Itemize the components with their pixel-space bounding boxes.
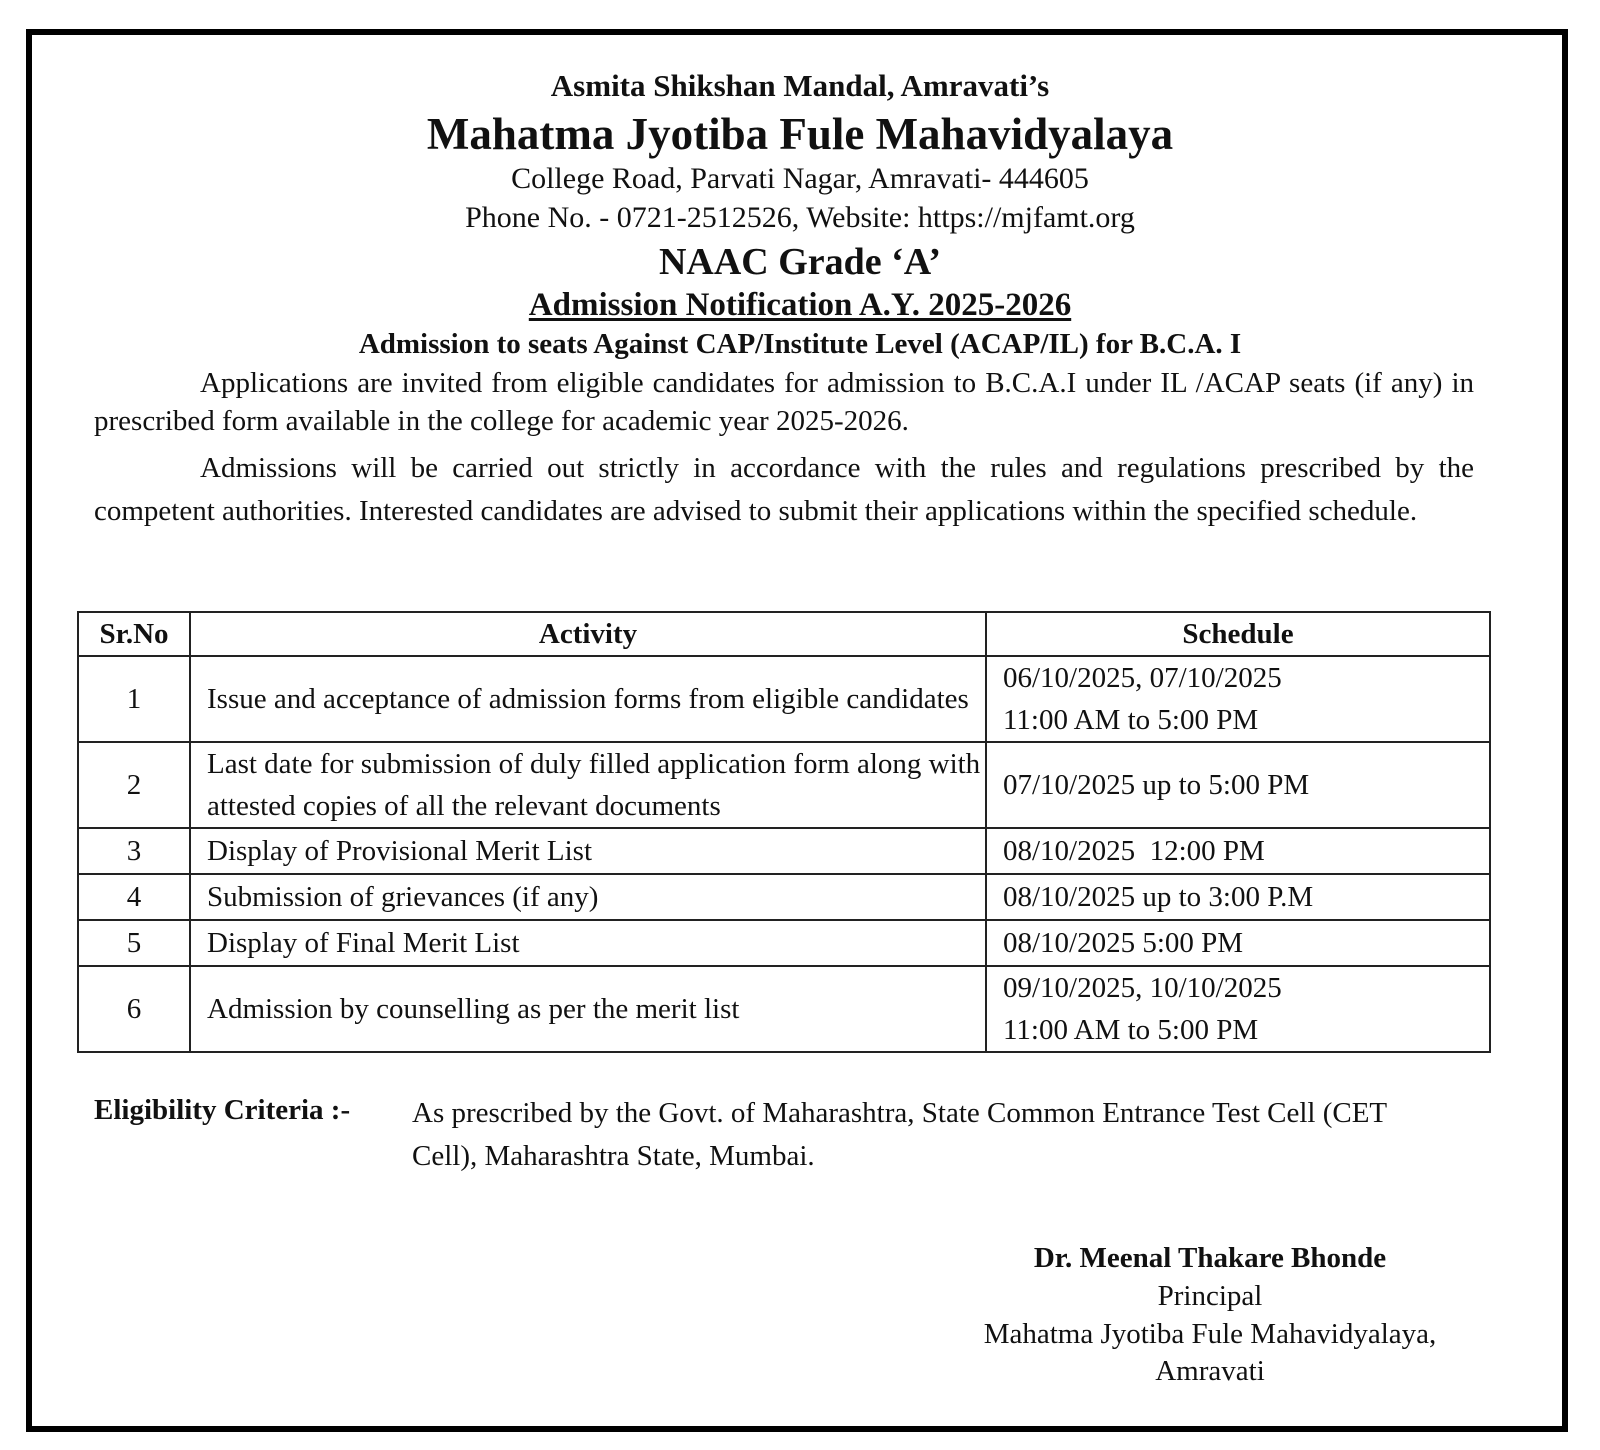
notification-title: [0, 287, 1600, 324]
rules-paragraph: Admissions will be carried out strictly in accordance with the rules and regulations prescribed by the competent authorities. Interested candidates are advised to submit their applications within the specified schedule.: [94, 452, 1474, 527]
notification-subheading: Admission to seats Against CAP/Institute Level (ACAP/IL) for B.C.A. I: [358, 328, 1242, 360]
row-activity: Admission by counselling as per the merit list: [190, 966, 986, 1052]
row-activity: Submission of grievances (if any): [190, 874, 986, 920]
row-sr-no: 5: [78, 920, 190, 966]
row-schedule: 08/10/2025 12:00 PM: [986, 828, 1490, 874]
schedule-table: [77, 611, 1491, 1053]
schedule-dates: 09/10/2025, 10/10/2025: [1003, 972, 1282, 1004]
eligibility-text: As prescribed by the Govt. of Maharashtra, State Common Entrance Test Cell (CET Cell), Maharashtra State, Mumbai.: [412, 1097, 1387, 1172]
signatory-institution: Mahatma Jyotiba Fule Mahavidyalaya,: [983, 1318, 1437, 1350]
table-row: [78, 828, 1490, 874]
row-activity: Last date for submission of duly filled application form along with attested copies of all the relevant documents: [190, 742, 986, 828]
row-schedule: 08/10/2025 up to 3:00 P.M: [986, 874, 1490, 920]
table-row: [78, 656, 1490, 742]
row-schedule: [986, 656, 1490, 742]
row-activity: Display of Final Merit List: [190, 920, 986, 966]
row-schedule: 08/10/2025 5:00 PM: [986, 920, 1490, 966]
row-sr-no: 4: [78, 874, 190, 920]
header-schedule: Schedule: [986, 612, 1490, 656]
signatory-designation: Principal: [1157, 1280, 1263, 1312]
signatory-city: Amravati: [1155, 1355, 1265, 1387]
row-schedule: 07/10/2025 up to 5:00 PM: [986, 742, 1490, 828]
table-row: [78, 874, 1490, 920]
schedule-time: 11:00 AM to 5:00 PM: [1003, 704, 1259, 736]
row-activity: Issue and acceptance of admission forms from eligible candidates: [190, 656, 986, 742]
college-contact: Phone No. - 0721-2512526, Website: https://mjfamt.org: [465, 201, 1135, 234]
row-sr-no: 3: [78, 828, 190, 874]
schedule-dates: 06/10/2025, 07/10/2025: [1003, 662, 1282, 694]
header-sr-no: Sr.No: [78, 612, 190, 656]
row-schedule: [986, 966, 1490, 1052]
row-sr-no: 6: [78, 966, 190, 1052]
college-name: Mahatma Jyotiba Fule Mahavidyalaya: [426, 109, 1174, 159]
eligibility-label: Eligibility Criteria :-: [94, 1094, 351, 1126]
signatory-name: Dr. Meenal Thakare Bhonde: [1033, 1242, 1387, 1274]
society-name: Asmita Shikshan Mandal, Amravati’s: [550, 68, 1050, 103]
row-activity: Display of Provisional Merit List: [190, 828, 986, 874]
table-row: [78, 742, 1490, 828]
college-address: College Road, Parvati Nagar, Amravati- 444605: [511, 162, 1089, 195]
table-header-row: [78, 612, 1490, 656]
row-sr-no: 2: [78, 742, 190, 828]
header-activity: Activity: [190, 612, 986, 656]
accreditation-grade: NAAC Grade ‘A’: [658, 241, 942, 283]
table-row: [78, 966, 1490, 1052]
schedule-time: 11:00 AM to 5:00 PM: [1003, 1014, 1259, 1046]
row-sr-no: 1: [78, 656, 190, 742]
table-row: [78, 920, 1490, 966]
intro-paragraph: Applications are invited from eligible candidates for admission to B.C.A.I under IL /ACAP seats (if any) in prescribed form available in the college for academic year 2025-2026.: [94, 367, 1474, 437]
notification-title-text: Admission Notification A.Y. 2025-2026: [528, 287, 1072, 323]
